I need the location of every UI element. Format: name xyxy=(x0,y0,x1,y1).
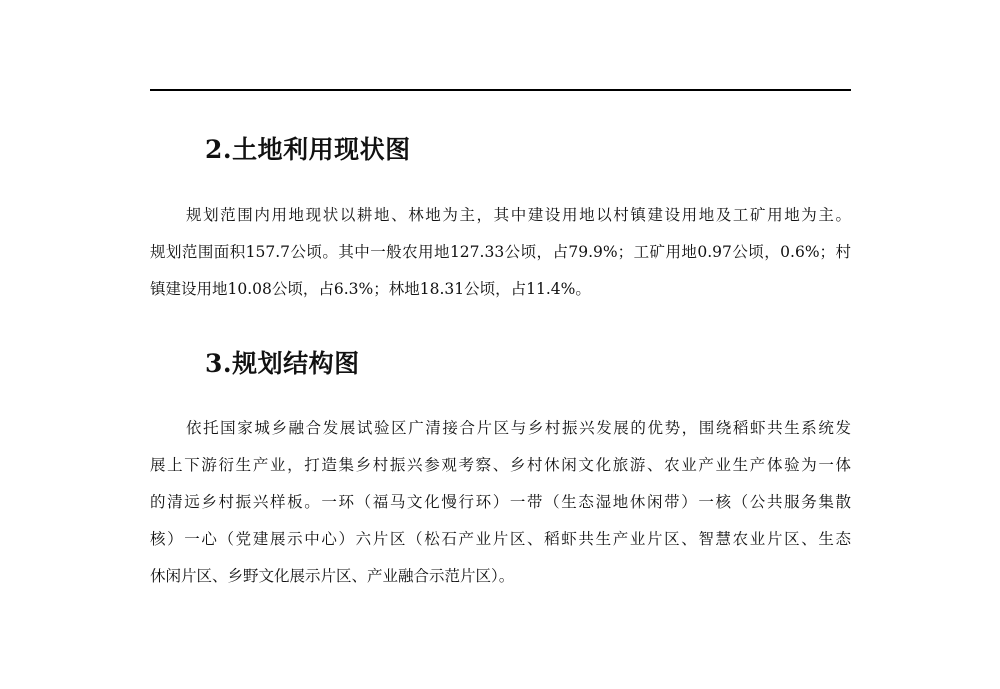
paragraph-line: 展上下游衍生产业，打造集乡村振兴参观考察、乡村休闲文化旅游、农业产业生产体验为一体 xyxy=(150,456,851,474)
paragraph-line: 依托国家城乡融合发展试验区广清接合片区与乡村振兴发展的优势，围绕稻虾共生系统发 xyxy=(186,419,851,437)
paragraph-line: 规划范围内用地现状以耕地、林地为主，其中建设用地以村镇建设用地及工矿用地为主。 xyxy=(186,206,851,224)
paragraph-line: 的清远乡村振兴样板。一环（福马文化慢行环）一带（生态湿地休闲带）一核（公共服务集散 xyxy=(150,493,851,511)
header-rule xyxy=(150,89,851,91)
section-heading-planning-structure: 3.规划结构图 xyxy=(205,349,360,378)
paragraph-planning-structure xyxy=(150,410,851,595)
paragraph-line: 规划范围面积157.7公顷。其中一般农用地127.33公顷，占79.9%；工矿用地0.97公顷，0.6%；村 xyxy=(150,243,851,261)
paragraph-land-use xyxy=(150,197,851,308)
paragraph-line: 镇建设用地10.08公顷，占6.3%；林地18.31公顷，占11.4%。 xyxy=(150,280,591,298)
paragraph-line: 核）一心（党建展示中心）六片区（松石产业片区、稻虾共生产业片区、智慧农业片区、生态 xyxy=(150,530,851,548)
section-heading-land-use: 2.土地利用现状图 xyxy=(205,135,411,164)
paragraph-line: 休闲片区、乡野文化展示片区、产业融合示范片区）。 xyxy=(150,567,515,585)
